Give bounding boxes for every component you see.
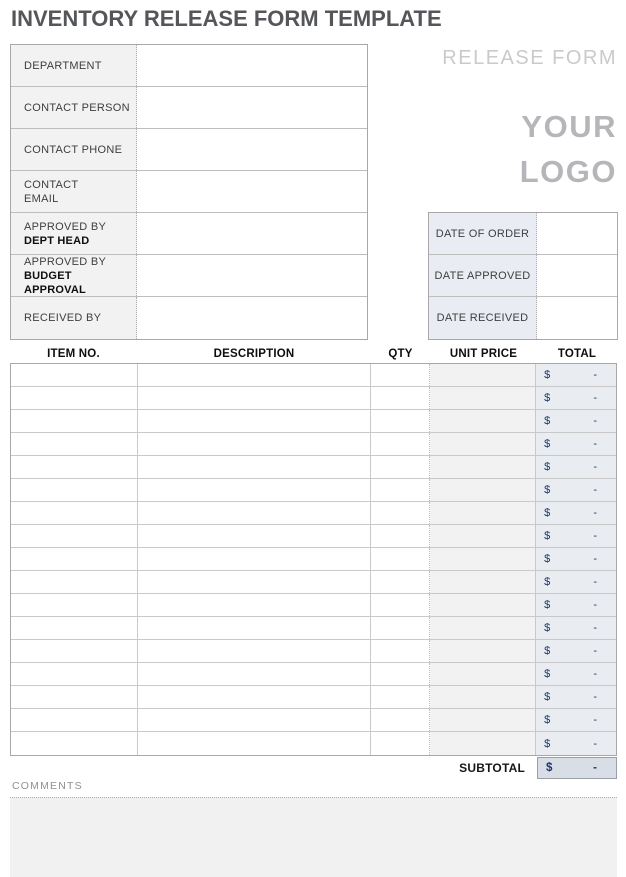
page-title: INVENTORY RELEASE FORM TEMPLATE xyxy=(11,6,442,31)
qty-cell[interactable] xyxy=(371,617,430,639)
total-amount: - xyxy=(593,484,597,496)
currency-symbol: $ xyxy=(544,392,551,404)
description-cell[interactable] xyxy=(138,686,371,708)
currency-symbol: $ xyxy=(544,415,551,427)
info-label xyxy=(11,255,137,296)
subtotal-label: SUBTOTAL xyxy=(459,761,525,775)
unit-price-cell[interactable] xyxy=(430,479,537,501)
qty-cell[interactable] xyxy=(371,479,430,501)
qty-cell[interactable] xyxy=(371,640,430,662)
total-amount: - xyxy=(593,392,597,404)
item-no-cell[interactable] xyxy=(11,686,138,708)
qty-cell[interactable] xyxy=(371,387,430,409)
item-row xyxy=(11,410,616,433)
info-label xyxy=(11,297,137,339)
item-row xyxy=(11,479,616,502)
total-amount: - xyxy=(593,599,597,611)
unit-price-cell[interactable] xyxy=(430,640,537,662)
item-row xyxy=(11,663,616,686)
info-value-cell[interactable] xyxy=(137,171,367,212)
currency-symbol: $ xyxy=(544,668,551,680)
currency-symbol: $ xyxy=(544,530,551,542)
description-cell[interactable] xyxy=(138,502,371,524)
description-cell[interactable] xyxy=(138,617,371,639)
currency-symbol: $ xyxy=(544,484,551,496)
item-no-cell[interactable] xyxy=(11,502,138,524)
info-label-top: RECEIVED BY xyxy=(24,312,102,324)
item-no-cell[interactable] xyxy=(11,548,138,570)
item-no-cell[interactable] xyxy=(11,663,138,685)
info-row xyxy=(11,129,367,171)
item-row xyxy=(11,709,616,732)
total-amount: - xyxy=(593,553,597,565)
item-row xyxy=(11,525,616,548)
unit-price-cell[interactable] xyxy=(430,548,537,570)
item-no-cell[interactable] xyxy=(11,364,138,386)
info-row xyxy=(11,297,367,339)
info-row xyxy=(11,45,367,87)
unit-price-cell[interactable] xyxy=(430,709,537,731)
comments-input-area[interactable] xyxy=(10,797,617,877)
item-row xyxy=(11,571,616,594)
info-value-cell[interactable] xyxy=(137,255,367,296)
info-label-top: DEPARTMENT xyxy=(24,59,102,72)
contact-info-table xyxy=(10,44,368,340)
total-amount: - xyxy=(593,645,597,657)
logo-placeholder xyxy=(520,104,617,194)
total-amount: - xyxy=(593,668,597,680)
info-value-cell[interactable] xyxy=(137,213,367,254)
info-label xyxy=(11,171,137,212)
total-amount: - xyxy=(593,507,597,519)
total-amount: - xyxy=(593,461,597,473)
items-table-header xyxy=(10,347,617,362)
total-amount: - xyxy=(593,714,597,726)
item-row xyxy=(11,456,616,479)
info-label xyxy=(11,45,137,86)
total-amount: - xyxy=(593,737,597,750)
description-cell[interactable] xyxy=(138,387,371,409)
unit-price-cell[interactable] xyxy=(430,617,537,639)
qty-cell[interactable] xyxy=(371,709,430,731)
total-cell xyxy=(536,502,616,524)
info-label-bottom-bold: DEPT HEAD xyxy=(24,234,90,247)
item-no-cell[interactable] xyxy=(11,640,138,662)
unit-price-cell[interactable] xyxy=(430,571,537,593)
item-no-cell[interactable] xyxy=(11,525,138,547)
unit-price-cell[interactable] xyxy=(430,433,537,455)
total-amount: - xyxy=(593,622,597,634)
item-no-cell[interactable] xyxy=(11,594,138,616)
logo-line-1: YOUR xyxy=(521,109,617,144)
description-cell[interactable] xyxy=(138,640,371,662)
total-cell xyxy=(536,732,616,755)
description-cell[interactable] xyxy=(138,410,371,432)
total-cell xyxy=(536,410,616,432)
date-value-cell[interactable] xyxy=(537,255,617,296)
info-label-top: CONTACT PERSON xyxy=(24,101,130,114)
info-label xyxy=(11,129,137,170)
qty-cell[interactable] xyxy=(371,456,430,478)
item-no-cell[interactable] xyxy=(11,732,138,755)
total-cell xyxy=(536,433,616,455)
info-row xyxy=(11,255,367,297)
currency-symbol: $ xyxy=(544,714,551,726)
subtotal-currency-symbol: $ xyxy=(546,762,553,774)
description-cell[interactable] xyxy=(138,571,371,593)
info-row xyxy=(11,171,367,213)
info-label-bottom: EMAIL xyxy=(24,192,59,205)
description-cell[interactable] xyxy=(138,732,371,755)
qty-cell[interactable] xyxy=(371,433,430,455)
qty-cell[interactable] xyxy=(371,502,430,524)
unit-price-cell[interactable] xyxy=(430,364,537,386)
description-cell[interactable] xyxy=(138,548,371,570)
qty-cell[interactable] xyxy=(371,525,430,547)
item-no-cell[interactable] xyxy=(11,410,138,432)
info-label xyxy=(11,213,137,254)
total-cell xyxy=(536,571,616,593)
info-label-bottom-bold: BUDGET APPROVAL xyxy=(24,269,86,296)
currency-symbol: $ xyxy=(544,461,551,473)
item-no-cell[interactable] xyxy=(11,709,138,731)
total-cell xyxy=(536,387,616,409)
logo-line-2: LOGO xyxy=(519,154,617,189)
description-cell[interactable] xyxy=(138,594,371,616)
total-cell xyxy=(536,709,616,731)
unit-price-cell[interactable] xyxy=(430,410,537,432)
info-label-top: CONTACT PHONE xyxy=(24,143,123,156)
item-row xyxy=(11,617,616,640)
comments-label: COMMENTS xyxy=(12,780,83,792)
item-no-cell[interactable] xyxy=(11,617,138,639)
description-cell[interactable] xyxy=(138,433,371,455)
total-amount: - xyxy=(593,576,597,588)
qty-cell[interactable] xyxy=(371,686,430,708)
info-value-cell[interactable] xyxy=(137,87,367,128)
currency-symbol: $ xyxy=(544,691,551,703)
item-row xyxy=(11,502,616,525)
total-cell xyxy=(536,640,616,662)
item-row xyxy=(11,364,616,387)
subtotal-row xyxy=(10,757,617,779)
header-total: TOTAL xyxy=(557,348,597,360)
info-value-cell[interactable] xyxy=(137,129,367,170)
currency-symbol: $ xyxy=(544,622,551,634)
description-cell[interactable] xyxy=(138,525,371,547)
item-row xyxy=(11,732,616,755)
total-cell xyxy=(536,479,616,501)
currency-symbol: $ xyxy=(544,438,551,450)
info-label-top: APPROVED BY xyxy=(24,220,107,233)
qty-cell[interactable] xyxy=(371,364,430,386)
date-value-cell[interactable] xyxy=(537,297,617,339)
subtotal-value-cell xyxy=(537,757,617,779)
qty-cell[interactable] xyxy=(371,663,430,685)
unit-price-cell[interactable] xyxy=(430,525,537,547)
item-row xyxy=(11,640,616,663)
date-value-cell[interactable] xyxy=(537,213,617,254)
items-table xyxy=(10,363,617,756)
date-label: DATE OF ORDER xyxy=(429,213,537,254)
currency-symbol: $ xyxy=(544,576,551,588)
currency-symbol: $ xyxy=(544,645,551,657)
description-cell[interactable] xyxy=(138,709,371,731)
item-no-cell[interactable] xyxy=(11,433,138,455)
unit-price-cell[interactable] xyxy=(430,732,537,755)
info-value-cell[interactable] xyxy=(137,45,367,86)
item-no-cell[interactable] xyxy=(11,479,138,501)
item-no-cell[interactable] xyxy=(11,571,138,593)
unit-price-cell[interactable] xyxy=(430,502,537,524)
date-row xyxy=(429,213,617,255)
currency-symbol: $ xyxy=(544,507,551,519)
description-cell[interactable] xyxy=(138,456,371,478)
info-label xyxy=(11,87,137,128)
total-cell xyxy=(536,686,616,708)
description-cell[interactable] xyxy=(138,479,371,501)
total-amount: - xyxy=(593,438,597,450)
total-cell xyxy=(536,663,616,685)
qty-cell[interactable] xyxy=(371,594,430,616)
info-row xyxy=(11,87,367,129)
item-no-cell[interactable] xyxy=(11,387,138,409)
info-label-top: CONTACT xyxy=(24,178,79,191)
qty-cell[interactable] xyxy=(371,410,430,432)
qty-cell[interactable] xyxy=(371,732,430,755)
qty-cell[interactable] xyxy=(371,548,430,570)
item-row xyxy=(11,387,616,410)
unit-price-cell[interactable] xyxy=(430,594,537,616)
header-description: DESCRIPTION xyxy=(213,348,295,360)
total-amount: - xyxy=(593,415,597,427)
total-cell xyxy=(536,617,616,639)
dates-table xyxy=(428,212,618,340)
item-row xyxy=(11,548,616,571)
unit-price-cell[interactable] xyxy=(430,387,537,409)
header-qty: QTY xyxy=(388,348,413,360)
date-label: DATE APPROVED xyxy=(429,255,537,296)
date-row xyxy=(429,255,617,297)
info-value-cell[interactable] xyxy=(137,297,367,339)
unit-price-cell[interactable] xyxy=(430,663,537,685)
item-row xyxy=(11,433,616,456)
item-no-cell[interactable] xyxy=(11,456,138,478)
currency-symbol: $ xyxy=(544,369,551,381)
header-unit-price: UNIT PRICE xyxy=(449,348,518,360)
unit-price-cell[interactable] xyxy=(430,456,537,478)
info-row xyxy=(11,213,367,255)
item-row xyxy=(11,686,616,709)
total-cell xyxy=(536,548,616,570)
currency-symbol: $ xyxy=(544,553,551,565)
description-cell[interactable] xyxy=(138,364,371,386)
qty-cell[interactable] xyxy=(371,571,430,593)
item-row xyxy=(11,594,616,617)
total-cell xyxy=(536,364,616,386)
total-amount: - xyxy=(593,691,597,703)
release-form-watermark: RELEASE FORM xyxy=(442,47,617,69)
total-amount: - xyxy=(593,530,597,542)
total-cell xyxy=(536,594,616,616)
currency-symbol: $ xyxy=(544,599,551,611)
currency-symbol: $ xyxy=(544,737,551,750)
date-row xyxy=(429,297,617,339)
header-item-no: ITEM NO. xyxy=(47,348,100,360)
total-cell xyxy=(536,456,616,478)
subtotal-amount: - xyxy=(593,762,597,774)
total-amount: - xyxy=(593,369,597,381)
date-label: DATE RECEIVED xyxy=(429,297,537,339)
unit-price-cell[interactable] xyxy=(430,686,537,708)
info-label-top: APPROVED BY xyxy=(24,255,107,268)
total-cell xyxy=(536,525,616,547)
description-cell[interactable] xyxy=(138,663,371,685)
